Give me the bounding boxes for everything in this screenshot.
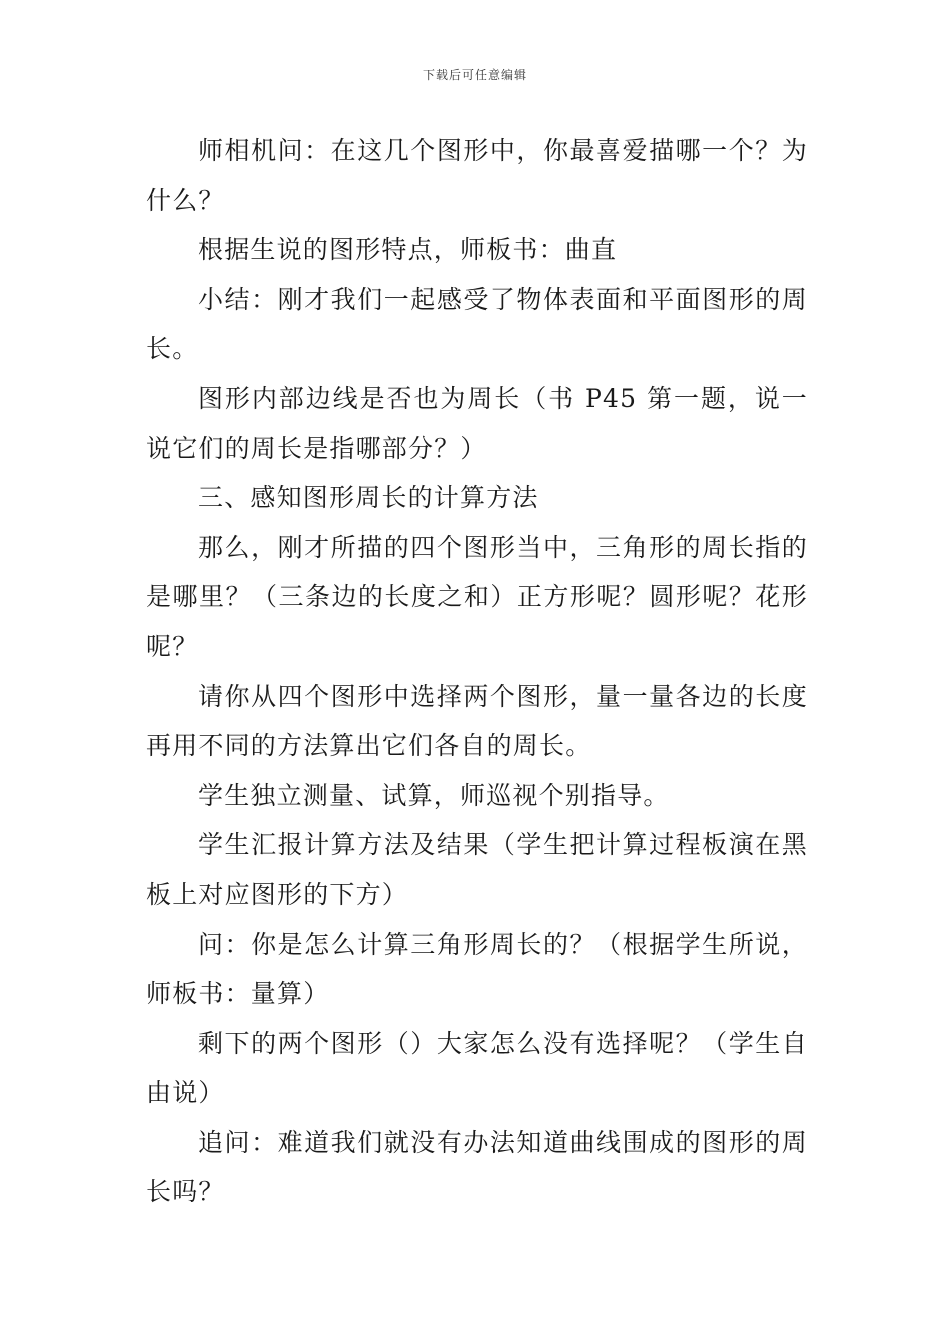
paragraph: 师相机问：在这几个图形中，你最喜爱描哪一个？为什么？: [146, 136, 808, 215]
paragraph: 问：你是怎么计算三角形周长的？（根据学生所说，师板书：量算）: [146, 929, 808, 1009]
paragraph: 图形内部边线是否也为周长（书 P45 第一题，说一说它们的周长是指哪部分？）: [146, 383, 808, 463]
paragraph: 学生汇报计算方法及结果（学生把计算过程板演在黑板上对应图形的下方）: [146, 830, 808, 909]
page-header: 下载后可任意编辑: [422, 68, 527, 82]
section-heading: 三、感知图形周长的计算方法: [198, 483, 539, 513]
paragraph: 学生独立测量、试算，师巡视个别指导。: [198, 780, 670, 810]
paragraph: 根据生说的图形特点，师板书：曲直: [198, 235, 618, 265]
document-body: [146, 126, 808, 1217]
paragraph: 那么，刚才所描的四个图形当中，三角形的周长指的是哪里？（三条边的长度之和）正方形呢？圆形呢？花形呢？: [146, 532, 808, 661]
paragraph: 剩下的两个图形（）大家怎么没有选择呢？（学生自由说）: [146, 1028, 808, 1108]
paragraph: 请你从四个图形中选择两个图形，量一量各边的长度再用不同的方法算出它们各自的周长。: [146, 681, 808, 761]
paragraph: 小结：刚才我们一起感受了物体表面和平面图形的周长。: [146, 284, 808, 364]
paragraph: 追问：难道我们就没有办法知道曲线围成的图形的周长吗？: [146, 1127, 808, 1207]
